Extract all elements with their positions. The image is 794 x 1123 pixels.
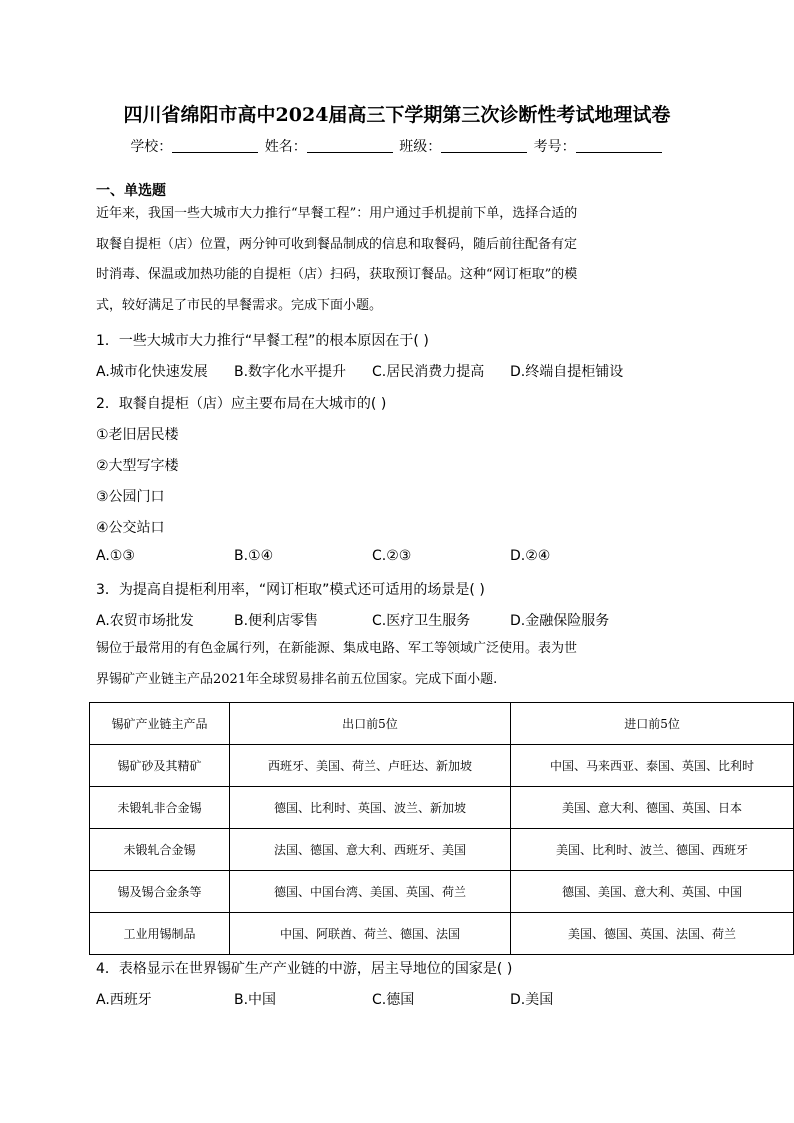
section-heading: 一、单选题 [96, 183, 166, 199]
table-header: 进口前5位 [511, 703, 794, 745]
table-header: 锡矿产业链主产品 [90, 703, 230, 745]
passage-line: 时消毒、保温或加热功能的自提柜（店）扫码，获取预订餐品。这种“网订柜取”的模 [96, 267, 578, 282]
q3-option-c[interactable]: C.医疗卫生服务 [372, 613, 471, 629]
q1-option-c[interactable]: C.居民消费力提高 [372, 364, 485, 380]
name-label: 姓名： [264, 139, 307, 155]
table-header: 出口前5位 [229, 703, 510, 745]
q4-option-d[interactable]: D.美国 [510, 992, 554, 1008]
table-row [90, 745, 794, 787]
table-cell: 中国、马来西亚、泰国、英国、比利时 [511, 745, 794, 787]
q3-option-d[interactable]: D.金融保险服务 [510, 613, 610, 629]
table-cell: 法国、德国、意大利、西班牙、美国 [229, 829, 510, 871]
name-blank[interactable] [307, 138, 393, 153]
passage-tin [96, 634, 698, 695]
class-blank[interactable] [441, 138, 527, 153]
q1-option-b[interactable]: B.数字化水平提升 [234, 364, 347, 380]
table-header-row [90, 703, 794, 745]
q4-option-b[interactable]: B.中国 [234, 992, 277, 1008]
passage-line: 式，较好满足了市民的早餐需求。完成下面小题。 [96, 297, 383, 313]
class-label: 班级： [399, 139, 442, 155]
tin-trade-table [89, 702, 794, 955]
question-3-stem: 3．为提高自提柜利用率，“网订柜取”模式还可适用的场景是( ) [96, 582, 485, 598]
table-row [90, 787, 794, 829]
table-row [90, 829, 794, 871]
passage-line: 取餐自提柜（店）位置，两分钟可收到餐品制成的信息和取餐码，随后前往配备有定 [96, 236, 578, 252]
school-label: 学校： [130, 139, 173, 155]
school-blank[interactable] [172, 138, 258, 153]
table-cell: 西班牙、美国、荷兰、卢旺达、新加坡 [229, 745, 510, 787]
table-row [90, 871, 794, 913]
passage-line: 近年来，我国一些大城市大力推行“早餐工程”：用户通过手机提前下单，选择合适的 [96, 206, 578, 221]
exam-title: 四川省绵阳市高中2024届高三下学期第三次诊断性考试地理试卷 [123, 104, 671, 126]
question-2-stem: 2．取餐自提柜（店）应主要布局在大城市的( ) [96, 396, 387, 412]
table-cell: 中国、阿联酋、荷兰、德国、法国 [229, 913, 510, 955]
table-cell: 德国、中国台湾、美国、英国、荷兰 [229, 871, 510, 913]
table-cell: 美国、比利时、波兰、德国、西班牙 [511, 829, 794, 871]
q2-option-a[interactable]: A.①③ [96, 548, 135, 564]
q3-option-b[interactable]: B.便利店零售 [234, 613, 319, 629]
table-cell: 未锻轧合金锡 [90, 829, 230, 871]
q1-option-d[interactable]: D.终端自提柜铺设 [510, 364, 624, 380]
table-cell: 德国、比利时、英国、波兰、新加坡 [229, 787, 510, 829]
table-cell: 美国、德国、英国、法国、荷兰 [511, 913, 794, 955]
table-cell: 德国、美国、意大利、英国、中国 [511, 871, 794, 913]
table-cell: 锡矿砂及其精矿 [90, 745, 230, 787]
q2-item-4: ④公交站口 [96, 520, 165, 536]
table-cell: 未锻轧非合金锡 [90, 787, 230, 829]
student-info-line [0, 136, 794, 156]
passage-breakfast [96, 199, 698, 321]
q2-item-3: ③公园门口 [96, 489, 165, 505]
question-4-stem: 4．表格显示在世界锡矿生产产业链的中游，居主导地位的国家是( ) [96, 961, 513, 977]
table-row [90, 913, 794, 955]
q2-option-c[interactable]: C.②③ [372, 548, 412, 564]
exam-number-blank[interactable] [576, 138, 662, 153]
question-1-stem: 1．一些大城市大力推行“早餐工程”的根本原因在于( ) [96, 333, 429, 349]
q2-item-2: ②大型写字楼 [96, 458, 179, 474]
q4-option-a[interactable]: A.西班牙 [96, 992, 152, 1008]
passage-line: 界锡矿产业链主产品2021年全球贸易排名前五位国家。完成下面小题. [96, 671, 498, 687]
q1-option-a[interactable]: A.城市化快速发展 [96, 364, 208, 380]
passage-line: 锡位于最常用的有色金属行列，在新能源、集成电路、军工等领域广泛使用。表为世 [96, 641, 578, 656]
q2-item-1: ①老旧居民楼 [96, 427, 179, 443]
q2-option-b[interactable]: B.①④ [234, 548, 274, 564]
q4-option-c[interactable]: C.德国 [372, 992, 415, 1008]
table-cell: 锡及锡合金条等 [90, 871, 230, 913]
q3-option-a[interactable]: A.农贸市场批发 [96, 613, 194, 629]
q2-option-d[interactable]: D.②④ [510, 548, 551, 564]
table-cell: 工业用锡制品 [90, 913, 230, 955]
table-cell: 美国、意大利、德国、英国、日本 [511, 787, 794, 829]
exam-number-label: 考号： [533, 139, 576, 155]
